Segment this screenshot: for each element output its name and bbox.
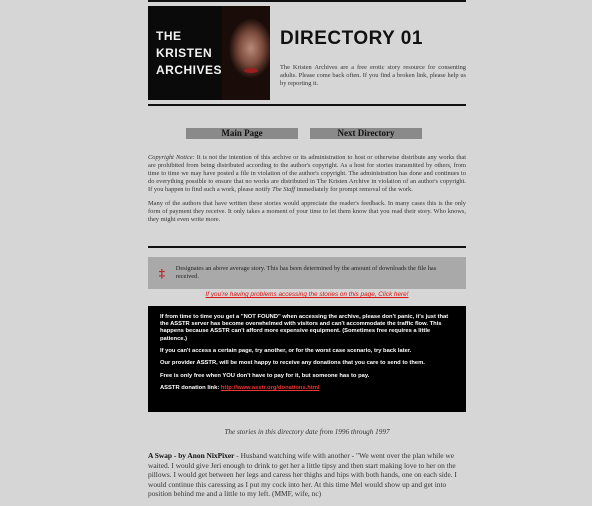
notice-paragraph-2: If you can't access a certain page, try another, or for the worst case scenario, try back later. <box>160 348 412 354</box>
donation-line <box>160 385 454 392</box>
problems-link[interactable]: If you're having problems accessing the stories on this page, Click here! <box>205 291 409 298</box>
header-bottom-rule <box>148 104 466 106</box>
next-directory-button[interactable]: Next Directory <box>310 128 422 139</box>
notice-paragraph-3: Our provider ASSTR, will be most happy to receive any donations that you care to send to them. <box>160 360 425 367</box>
staff-link[interactable]: The Staff <box>272 186 295 193</box>
section-rule <box>148 246 466 248</box>
nav-buttons <box>186 128 422 139</box>
main-page-button[interactable]: Main Page <box>186 128 298 139</box>
face-image <box>222 6 270 100</box>
logo-line-3: ARCHIVES <box>156 63 223 77</box>
notice-paragraph-1: If from time to time you get a "NOT FOUND" when accessing the archive, please don't panic, it's just that the ASSTR server has become overwhelmed with visitors and can't accommodate the traffic flow. This happens because ASSTR can't afford more expensive equipment. (Sometimes free requires a little patience.) <box>160 314 449 342</box>
header-info <box>270 6 466 100</box>
donation-link[interactable]: http://www.asstr.org/donations.html <box>220 385 320 392</box>
copyright-label: Copyright Notice: <box>148 154 195 161</box>
copyright-notice <box>148 154 466 194</box>
legend-box <box>148 257 466 289</box>
face-lips <box>244 68 258 73</box>
story-description: - Husband watching wife with another - "We went over the plan while we waited. I would give Jeri enough to drink to get her a little tipsy and then start making love to her on the pillows. I would get between her legs and caress her thighs and hips with both hands, one on each side. I would continue this caressing as I put my cock into her. At this time Mel would show up and get into position behind me and a little to my left. (MMF, wife, nc) <box>148 451 457 499</box>
logo-text <box>156 28 222 79</box>
notice-paragraph-4: Free is only free when YOU don't have to pay for it, but someone has to pay. <box>160 372 370 379</box>
top-rule <box>148 0 466 2</box>
header-block <box>148 0 466 106</box>
header <box>148 6 466 100</box>
copyright-section <box>148 154 466 224</box>
legend-text: Designates an above average story. This has been determined by the amount of downloads the file has received. <box>175 265 437 280</box>
feedback-text: Many of the authors that have written these stories would appreciate the reader's feedback. In many cases this is the only form of payment they receive. It only takes a moment of your time to let them know that you read their story. Who knows, they might even write more. <box>148 200 466 223</box>
server-notice-box <box>148 306 466 412</box>
logo-line-2: KRISTEN <box>156 46 213 60</box>
copyright-end: immediately for prompt removal of the work. <box>294 186 413 193</box>
story-title-link[interactable]: A Swap <box>148 451 173 460</box>
dates-text: The stories in this directory date from 1996 through 1997 <box>224 428 390 436</box>
story-entry <box>148 451 466 499</box>
page-title: DIRECTORY 01 <box>280 28 423 49</box>
copyright-text: It is not the intention of this archive or its administration to host or otherwise distribute any works that are prohibited from being distributed according to the author's copyright. As a host for stories transmitted by others, from time to time we may have posted a file in violation of the author's copyright. The administration has done and continues to do everything possible to ensure that no works are distributed in The Kristen Archive in violation of an author's copyright. If you happen to find such a work, please notify <box>148 154 466 193</box>
double-dagger-icon: ‡ <box>158 265 165 280</box>
intro-text: The Kristen Archives are a free erotic story resource for consenting adults. Please come back often. If you find a broken link, please help us by reporting it. <box>280 64 466 87</box>
story-author: - by Anon NixPixer <box>172 451 235 460</box>
donation-label: ASSTR donation link: <box>160 385 221 392</box>
logo-line-1: THE <box>156 29 182 43</box>
archive-logo <box>148 6 270 100</box>
